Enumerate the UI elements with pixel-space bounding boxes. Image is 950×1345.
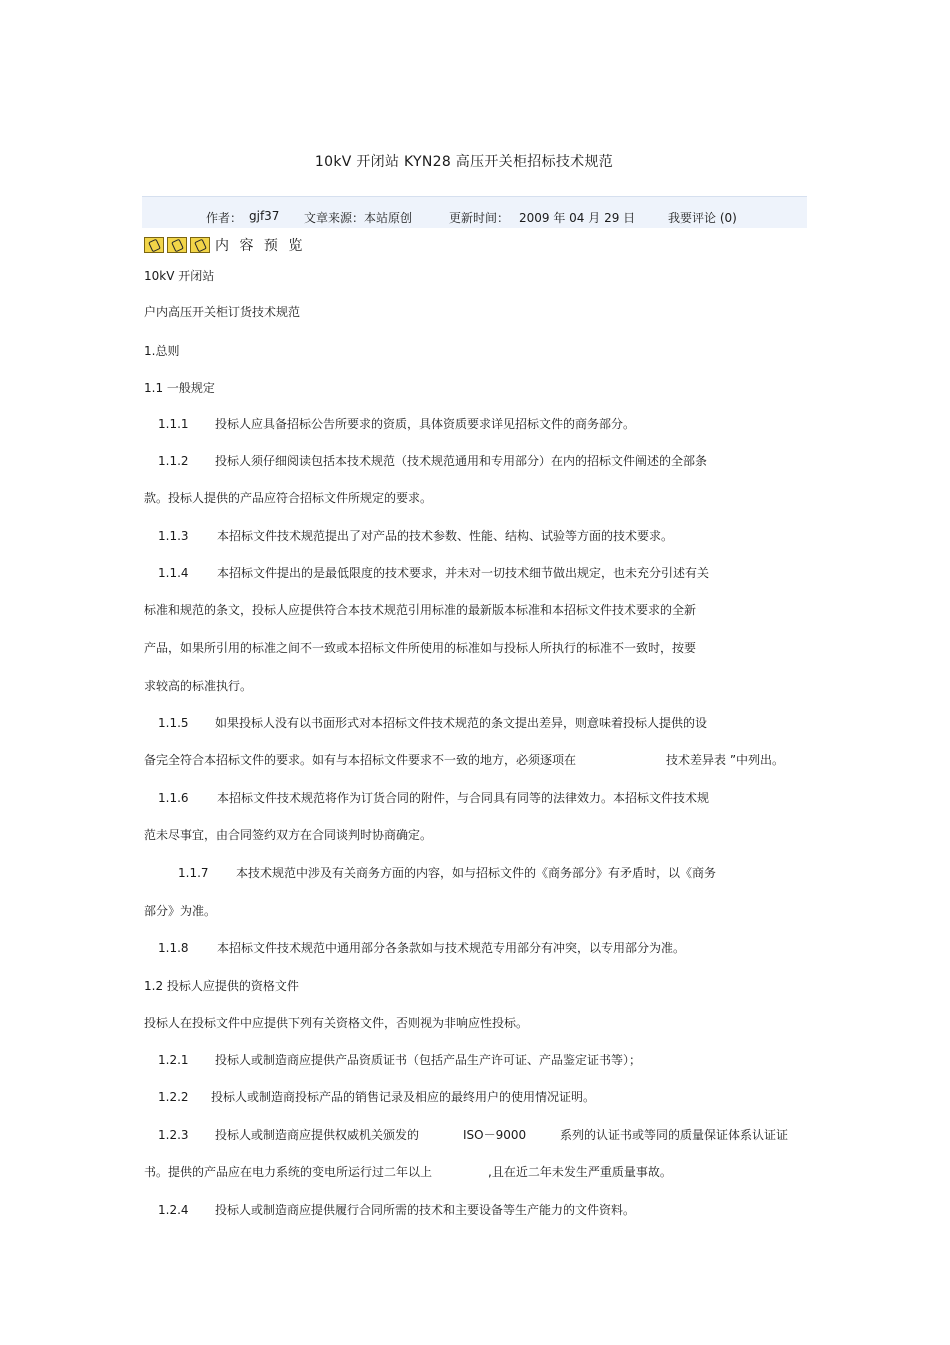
clause-text: 求较高的标准执行。 bbox=[144, 679, 253, 693]
clause-number: 1.2.4 bbox=[158, 1203, 189, 1217]
content-preview-header bbox=[144, 234, 305, 254]
clause-number: 1.2.2 bbox=[158, 1090, 189, 1104]
clause-text: 备完全符合本招标文件的要求。如有与本招标文件要求不一致的地方，必须逐项在 bbox=[144, 753, 577, 767]
preview-icon bbox=[190, 237, 210, 253]
section-heading: 1.2 投标人应提供的资格文件 bbox=[144, 979, 299, 993]
clause-number: 1.1.8 bbox=[158, 941, 189, 955]
section-heading: 1.1 一般规定 bbox=[144, 381, 215, 395]
clause-text: 产品，如果所引用的标准之间不一致或本招标文件所使用的标准如与投标人所执行的标准不一致时，按要 bbox=[144, 641, 697, 655]
article-meta-bar bbox=[142, 196, 807, 228]
clause-number: 1.2.1 bbox=[158, 1053, 189, 1067]
preview-label: 内 容 预 览 bbox=[215, 237, 306, 254]
clause-text: 投标人或制造商应提供产品资质证书（包括产品生产许可证、产品鉴定证书等）； bbox=[215, 1053, 642, 1067]
clause-text: 本招标文件技术规范将作为订货合同的附件，与合同具有同等的法律效力。本招标文件技术规 bbox=[217, 791, 710, 805]
clause-number: 1.1.3 bbox=[158, 529, 189, 543]
page-title: 10kV 开闭站 KYN28 高压开关柜招标技术规范 bbox=[314, 154, 614, 170]
author-link[interactable]: gjf37 bbox=[249, 209, 280, 223]
clause-text: ISO－9000 bbox=[463, 1128, 527, 1142]
clause-text: 投标人应具备招标公告所要求的资质，具体资质要求详见招标文件的商务部分。 bbox=[215, 417, 636, 431]
author-label: 作者： bbox=[206, 211, 243, 225]
doc-line: 投标人在投标文件中应提供下列有关资格文件，否则视为非响应性投标。 bbox=[144, 1016, 529, 1030]
clause-text: 如果投标人没有以书面形式对本招标文件技术规范的条文提出差异，则意味着投标人提供的设 bbox=[215, 716, 708, 730]
doc-line: 10kV 开闭站 bbox=[144, 269, 215, 283]
clause-number: 1.1.6 bbox=[158, 791, 189, 805]
preview-icon bbox=[144, 237, 164, 253]
clause-text: 本技术规范中涉及有关商务方面的内容，如与招标文件的《商务部分》有矛盾时，以《商务 bbox=[236, 866, 717, 880]
clause-text: 系列的认证书或等同的质量保证体系认证证 bbox=[560, 1128, 789, 1142]
clause-text: 部分》为准。 bbox=[144, 904, 217, 918]
clause-text: 本招标文件技术规范中通用部分各条款如与技术规范专用部分有冲突，以专用部分为准。 bbox=[217, 941, 686, 955]
comment-link[interactable]: 我要评论 (0) bbox=[668, 211, 737, 225]
clause-text: 标准和规范的条文，投标人应提供符合本技术规范引用标准的最新版本标准和本招标文件技术要求的全新 bbox=[144, 603, 697, 617]
clause-number: 1.2.3 bbox=[158, 1128, 189, 1142]
clause-text: 投标人须仔细阅读包括本技术规范（技术规范通用和专用部分）在内的招标文件阐述的全部条 bbox=[215, 454, 708, 468]
clause-text: 范未尽事宜，由合同签约双方在合同谈判时协商确定。 bbox=[144, 828, 433, 842]
preview-icon bbox=[167, 237, 187, 253]
clause-text: 投标人或制造商应提供履行合同所需的技术和主要设备等生产能力的文件资料。 bbox=[215, 1203, 636, 1217]
update-date: 2009 年 04 月 29 日 bbox=[519, 211, 636, 225]
clause-text: ,且在近二年未发生严重质量事故。 bbox=[488, 1165, 672, 1179]
clause-text: 投标人或制造商应提供权威机关颁发的 bbox=[215, 1128, 420, 1142]
doc-line: 户内高压开关柜订货技术规范 bbox=[144, 305, 301, 319]
clause-number: 1.1.1 bbox=[158, 417, 189, 431]
source-text: 文章来源：本站原创 bbox=[304, 211, 413, 225]
clause-text: 投标人或制造商投标产品的销售记录及相应的最终用户的使用情况证明。 bbox=[211, 1090, 596, 1104]
clause-text: 本招标文件技术规范提出了对产品的技术参数、性能、结构、试验等方面的技术要求。 bbox=[217, 529, 674, 543]
clause-number: 1.1.7 bbox=[178, 866, 209, 880]
update-label: 更新时间： bbox=[449, 211, 510, 225]
clause-text: 本招标文件提出的是最低限度的技术要求，并未对一切技术细节做出规定，也未充分引述有关 bbox=[217, 566, 710, 580]
clause-number: 1.1.5 bbox=[158, 716, 189, 730]
clause-text: 书。提供的产品应在电力系统的变电所运行过二年以上 bbox=[144, 1165, 433, 1179]
clause-text: 款。投标人提供的产品应符合招标文件所规定的要求。 bbox=[144, 491, 433, 505]
clause-text: 技术差异表 ”中列出。 bbox=[666, 753, 785, 767]
clause-number: 1.1.4 bbox=[158, 566, 189, 580]
section-heading: 1.总则 bbox=[144, 344, 180, 358]
clause-number: 1.1.2 bbox=[158, 454, 189, 468]
